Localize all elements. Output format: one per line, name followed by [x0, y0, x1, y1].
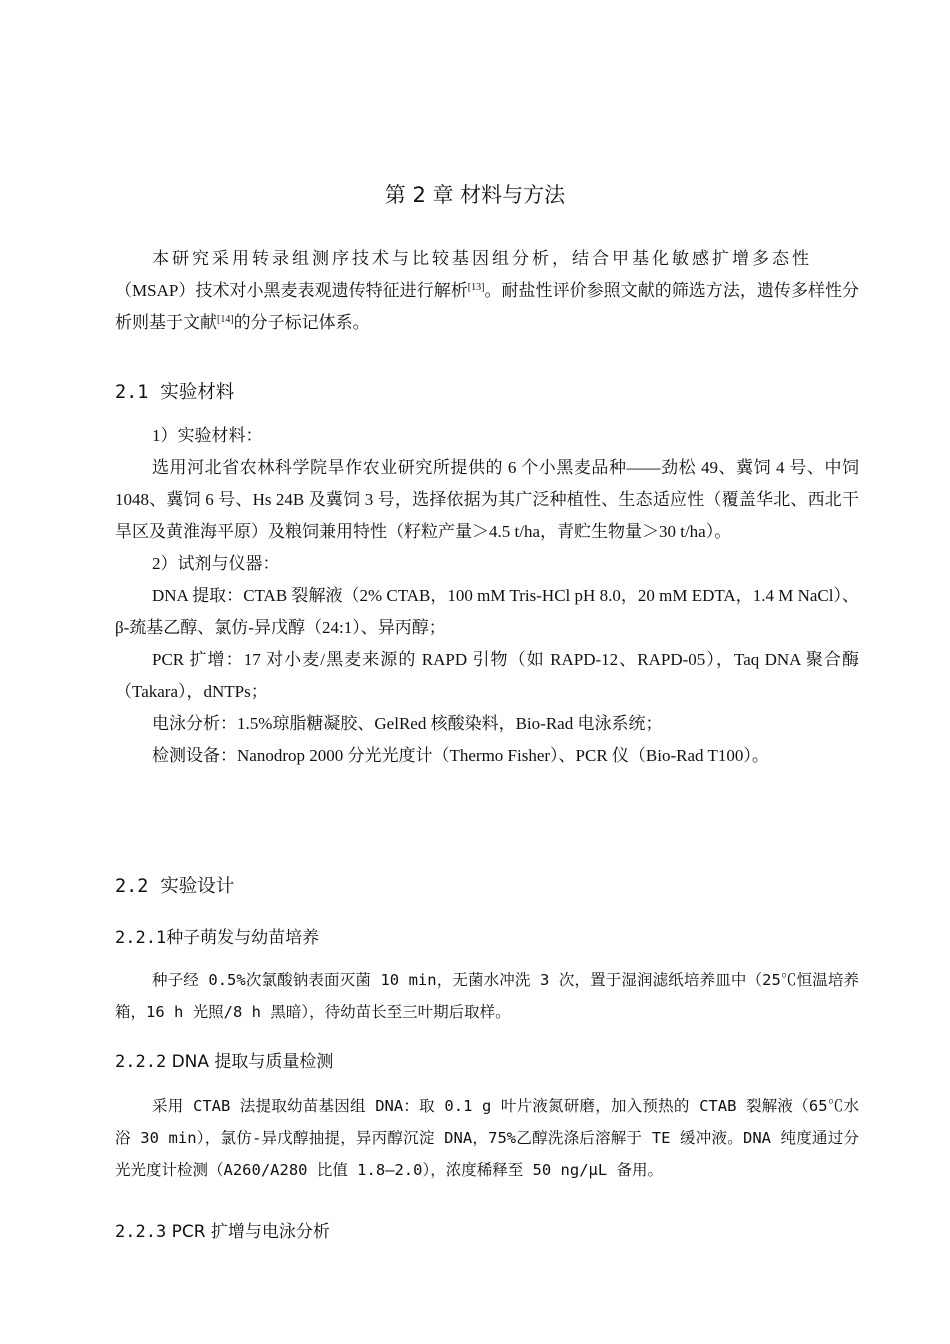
section-title: 实验材料	[160, 382, 235, 403]
citation-13: [13]	[467, 282, 485, 293]
pcr-amplification-text: PCR 扩增：17 对小麦/黑麦来源的 RAPD 引物（如 RAPD-12、RAPD-05），Taq DNA 聚合酶（Takara），dNTPs；	[115, 650, 859, 701]
subsection-2-2-2-heading	[115, 1048, 333, 1076]
intro-rest	[115, 275, 859, 339]
dna-extraction-text: DNA 提取：CTAB 裂解液（2% CTAB，100 mM Tris-HCl pH 8.0，20 mM EDTA，1.4 M NaCl）、β-巯基乙醇、氯仿-异戊醇（24:1）、异丙醇；	[115, 586, 859, 637]
seed-germination-text: 种子经 0.5%次氯酸钠表面灭菌 10 min，无菌水冲洗 3 次，置于湿润滤纸培养皿中（25℃恒温培养箱，16 h 光照/8 h 黑暗），待幼苗长至三叶期后取样。	[115, 971, 859, 1021]
intro-line-1: 本研究采用转录组测序技术与比较基因组分析，结合甲基化敏感扩增多态性	[152, 249, 812, 268]
materials-label: 1）实验材料：	[152, 426, 263, 445]
subsection-2-2-1-heading	[115, 924, 319, 952]
dna-quality-text: 采用 CTAB 法提取幼苗基因组 DNA：取 0.1 g 叶片液氮研磨，加入预热的 CTAB 裂解液（65℃水浴 30 min），氯仿-异戊醇抽提，异丙醇沉淀 DNA，75%乙醇洗涤后溶解于 TE 缓冲液。DNA 纯度通过分光光度计检测（A260/A280 比值 1.8–2.0），浓度稀释至 50 ng/μL 备用。	[115, 1097, 859, 1179]
section-number: 2.2	[115, 876, 149, 897]
intro-part-1: （MSAP）技术对小黑麦表观遗传特征进行解析	[115, 281, 468, 300]
subsection-number: 2.2.3	[115, 1222, 167, 1242]
subsection-title: PCR 扩增与电泳分析	[171, 1222, 330, 1242]
subsection-number: 2.2.1	[115, 928, 167, 948]
subsection-title: 种子萌发与幼苗培养	[166, 928, 320, 948]
subsection-2-2-2-text	[115, 1090, 859, 1186]
subsection-number: 2.2.2	[115, 1052, 167, 1072]
citation-14: [14]	[217, 314, 234, 325]
section-title: 实验设计	[160, 876, 235, 897]
section-number: 2.1	[115, 382, 149, 403]
section-2-1-heading	[115, 378, 234, 408]
section-2-2-heading	[115, 872, 234, 902]
electrophoresis-text: 电泳分析：1.5%琼脂糖凝胶、GelRed 核酸染料，Bio-Rad 电泳系统；	[152, 714, 663, 733]
subsection-title: DNA 提取与质量检测	[171, 1052, 334, 1072]
section-2-1-body	[115, 420, 859, 772]
intro-paragraph	[115, 243, 859, 339]
materials-text: 选用河北省农林科学院旱作农业研究所提供的 6 个小黑麦品种——劲松 49、冀饲 4 号、中饲 1048、冀饲 6 号、Hs 24B 及冀饲 3 号，选择依据为其广泛种植性、生态适应性（覆盖华北、西北干旱区及黄淮海平原）及粮饲兼用特性（籽粒产量＞4.5 t/ha，青贮生物量＞30 t/ha）。	[115, 458, 859, 541]
equipment-text: 检测设备：Nanodrop 2000 分光光度计（Thermo Fisher）、PCR 仪（Bio-Rad T100）。	[152, 746, 769, 765]
reagents-label: 2）试剂与仪器：	[152, 554, 280, 573]
chapter-title: 第 2 章 材料与方法	[384, 183, 566, 207]
subsection-2-2-1-text	[115, 964, 859, 1028]
intro-part-3: 的分子标记体系。	[233, 313, 370, 332]
subsection-2-2-3-heading	[115, 1218, 330, 1246]
intro-part-2: 。耐盐性评价参照文献的筛选方法，遗传多样性分析则基于文献	[115, 281, 859, 332]
